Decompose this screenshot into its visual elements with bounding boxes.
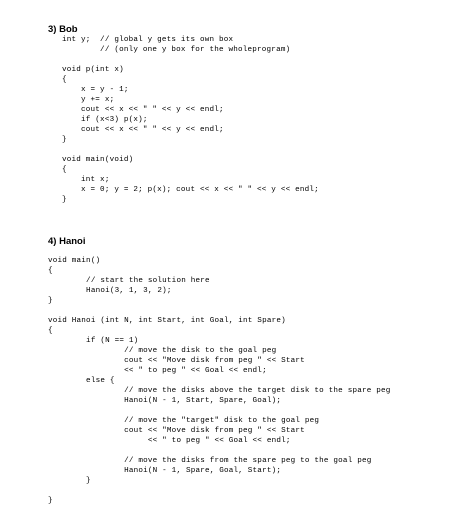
code-line: cout << x << " " << y << endl; — [62, 126, 224, 134]
code-block-bob — [62, 35, 319, 205]
code-line: int x; — [62, 176, 110, 184]
code-line: } — [48, 497, 53, 505]
code-line: { — [48, 327, 53, 335]
section-heading-bob: 3) Bob — [48, 24, 78, 35]
code-line — [48, 446, 391, 456]
code-line: int y; // global y gets its own box — [62, 36, 234, 44]
code-line — [62, 145, 319, 155]
code-line: else { — [48, 377, 115, 385]
code-line: } — [48, 297, 53, 305]
code-line: << " to peg " << Goal << endl; — [48, 367, 267, 375]
code-line: Hanoi(3, 1, 3, 2); — [48, 287, 172, 295]
code-line: << " to peg " << Goal << endl; — [48, 437, 291, 445]
code-line: cout << "Move disk from peg " << Start — [48, 357, 305, 365]
code-line: void main(void) — [62, 156, 134, 164]
code-line: if (x<3) p(x); — [62, 116, 148, 124]
code-line: cout << "Move disk from peg " << Start — [48, 427, 305, 435]
code-line: // move the disk to the goal peg — [48, 347, 277, 355]
code-line: void Hanoi (int N, int Start, int Goal, int Spare) — [48, 317, 286, 325]
code-line: void main() — [48, 257, 101, 265]
code-line: // move the "target" disk to the goal peg — [48, 417, 320, 425]
code-line: void p(int x) — [62, 66, 124, 74]
code-line — [62, 55, 319, 65]
code-block-hanoi — [48, 256, 391, 506]
code-line: { — [48, 267, 53, 275]
code-line: // move the disks from the spare peg to the goal peg — [48, 457, 372, 465]
code-line: y += x; — [62, 96, 115, 104]
code-line: x = 0; y = 2; p(x); cout << x << " " << y << endl; — [62, 186, 319, 194]
section-heading-hanoi: 4) Hanoi — [48, 236, 86, 247]
code-line: Hanoi(N - 1, Start, Spare, Goal); — [48, 397, 282, 405]
code-line: } — [62, 136, 67, 144]
code-line: cout << x << " " << y << endl; — [62, 106, 224, 114]
code-line: x = y - 1; — [62, 86, 129, 94]
code-line: { — [62, 76, 67, 84]
code-line — [48, 486, 391, 496]
code-line — [48, 306, 391, 316]
code-line — [48, 406, 391, 416]
code-line: { — [62, 166, 67, 174]
code-line: } — [48, 477, 91, 485]
code-line: // (only one y box for the wholeprogram) — [62, 46, 291, 54]
code-line: if (N == 1) — [48, 337, 139, 345]
code-line: // move the disks above the target disk to the spare peg — [48, 387, 391, 395]
code-line: // start the solution here — [48, 277, 210, 285]
code-line: Hanoi(N - 1, Spare, Goal, Start); — [48, 467, 282, 475]
code-line: } — [62, 196, 67, 204]
